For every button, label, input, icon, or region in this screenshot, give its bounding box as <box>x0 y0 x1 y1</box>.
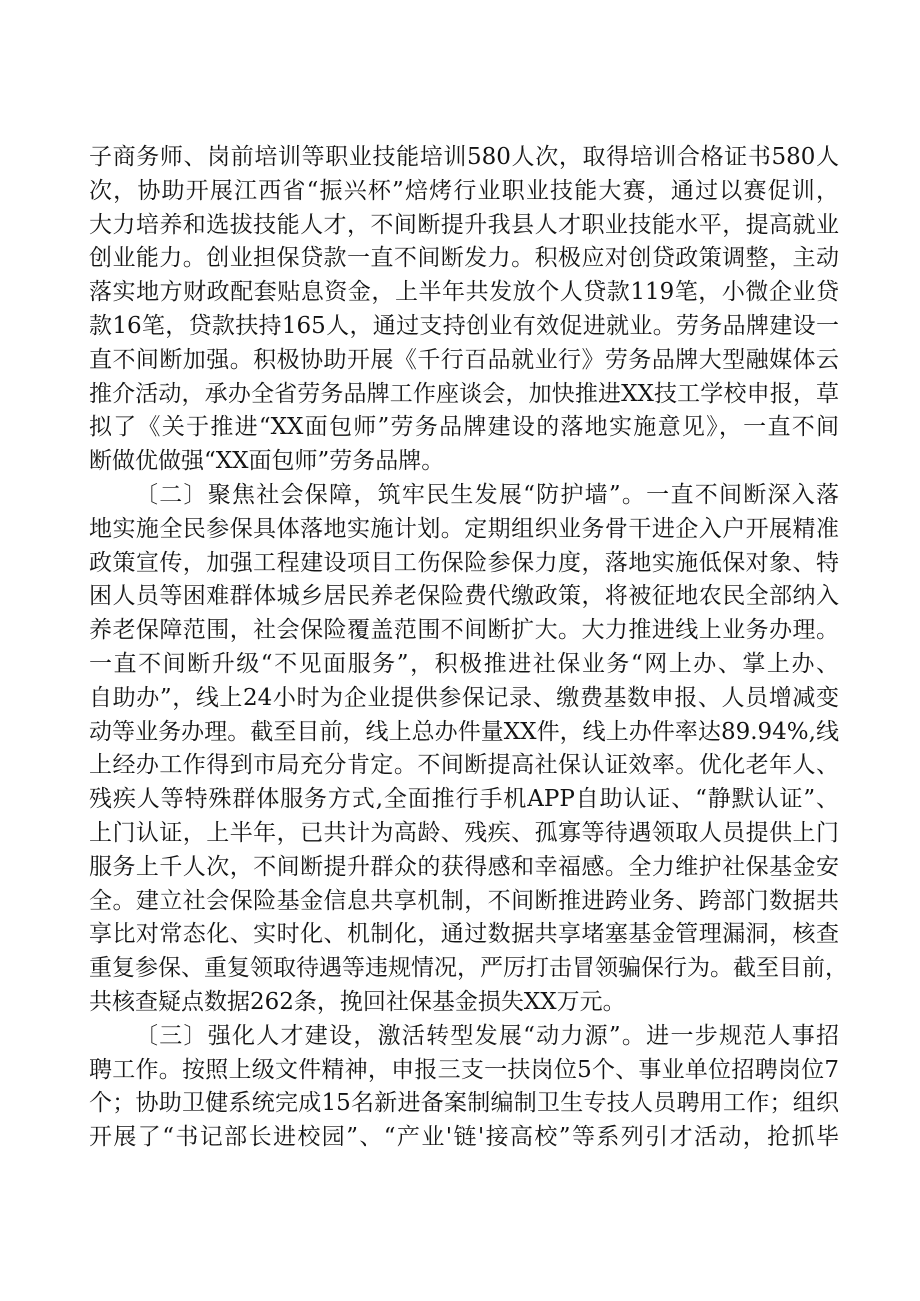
text-line: 〔二〕聚焦社会保障，筑牢民生发展“防护墙”。一直不间断深入落 <box>135 481 839 508</box>
text-line: 服务上千人次，不间断提升群众的获得感和幸福感。全力维护社保基金安 <box>89 853 839 880</box>
paragraph-2 <box>89 479 848 1020</box>
text-line: 拟了《关于推进“XX面包师”劳务品牌建设的落地实施意见》，一直不间 <box>89 414 839 441</box>
text-line: 子商务师、岗前培训等职业技能培训580人次，取得培训合格证书580人 <box>89 144 839 170</box>
text-line: 自助办”，线上24小时为企业提供参保记录、缴费基数申报、人员增减变 <box>89 684 839 711</box>
text-line: 困人员等困难群体城乡居民养老保险费代缴政策，将被征地农民全部纳入 <box>89 583 839 610</box>
document-body <box>89 141 848 1155</box>
text-line: 政策宣传，加强工程建设项目工伤保险参保力度，落地实施低保对象、特 <box>89 549 839 576</box>
text-line: 动等业务办理。截至目前，线上总办件量XX件，线上办件率达89.94%,线 <box>89 718 839 745</box>
text-line: 共核查疑点数据262条，挽回社保基金损失XX万元。 <box>89 988 626 1015</box>
text-line: 创业能力。创业担保贷款一直不间断发力。积极应对创贷政策调整，主动 <box>89 245 839 272</box>
text-line: 款16笔，贷款扶持165人，通过支持创业有效促进就业。劳务品牌建设一 <box>89 312 839 339</box>
text-line: 次，协助开展江西省“振兴杯”焙烤行业职业技能大赛，通过以赛促训， <box>89 177 839 204</box>
text-line: 聘工作。按照上级文件精神，申报三支一扶岗位5个、事业单位招聘岗位7 <box>89 1056 839 1083</box>
text-line: 养老保障范围，社会保险覆盖范围不间断扩大。大力推进线上业务办理。 <box>89 617 839 644</box>
paragraph-3 <box>89 1020 839 1155</box>
text-line: 大力培养和选拔技能人才，不间断提升我县人才职业技能水平，提高就业 <box>89 211 839 238</box>
text-line: 断做优做强“XX面包师”劳务品牌。 <box>89 448 445 475</box>
text-line: 推介活动，承办全省劳务品牌工作座谈会，加快推进XX技工学校申报，草 <box>89 380 839 407</box>
text-line: 个；协助卫健系统完成15名新进备案制编制卫生专技人员聘用工作；组织 <box>89 1090 839 1117</box>
text-line: 享比对常态化、实时化、机制化，通过数据共享堵塞基金管理漏洞，核查 <box>89 921 839 948</box>
text-line: 残疾人等特殊群体服务方式,全面推行手机APP自助认证、“静默认证”、 <box>89 786 839 813</box>
text-line: 落实地方财政配套贴息资金，上半年共发放个人贷款119笔，小微企业贷 <box>89 279 839 306</box>
text-line: 重复参保、重复领取待遇等违规情况，严厉打击冒领骗保行为。截至目前， <box>89 955 848 982</box>
text-line: 地实施全民参保具体落地实施计划。定期组织业务骨干进企入户开展精准 <box>89 515 839 542</box>
text-line: 开展了“书记部长进校园”、“产业'链'接高校”等系列引才活动，抢抓毕 <box>89 1124 839 1151</box>
text-line: 上门认证，上半年，已共计为高龄、残疾、孤寡等待遇领取人员提供上门 <box>89 819 839 846</box>
text-line: 全。建立社会保险基金信息共享机制，不间断推进跨业务、跨部门数据共 <box>89 887 839 914</box>
paragraph-1 <box>89 141 839 479</box>
text-line: 直不间断加强。积极协助开展《千行百品就业行》劳务品牌大型融媒体云 <box>89 346 839 373</box>
text-line: 〔三〕强化人才建设，激活转型发展“动力源”。进一步规范人事招 <box>135 1022 839 1049</box>
text-line: 一直不间断升级“不见面服务”，积极推进社保业务“网上办、掌上办、 <box>89 650 839 677</box>
text-line: 上经办工作得到市局充分肯定。不间断提高社保认证效率。优化老年人、 <box>89 752 839 779</box>
